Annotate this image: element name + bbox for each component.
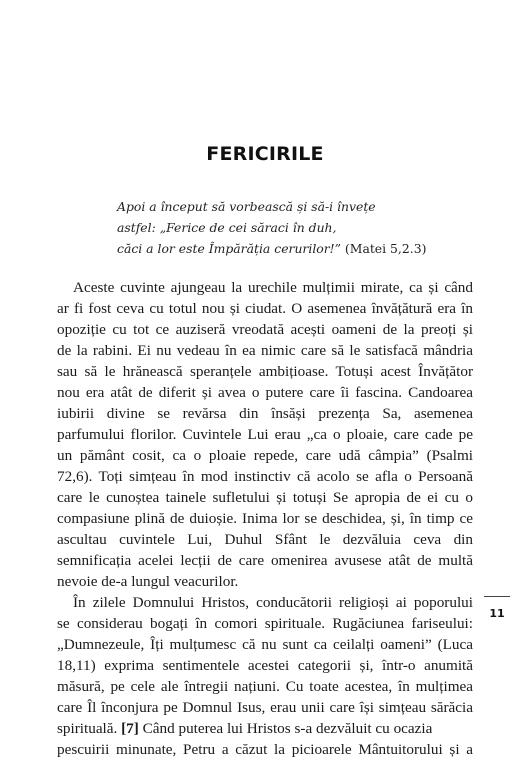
paragraph-line: În zilele Domnului Hristos, conducătorii religioși ai poporului [73,594,473,611]
page-number: 11 [489,607,505,620]
paragraph-line: de la rabini. Ei nu vedeau în ea nimic care să le satisfacă mândria [57,342,473,359]
paragraph-line: compasiune plină de duioșie. Inima lor se deschidea, și, în timp ce [57,510,473,527]
paragraph-line: care le cunoștea tainele sufletului și totuși Se apropia de ei cu o [57,489,473,506]
paragraph-line: sau să le hrănească speranțele ambițioase. Totuși acest Învățător [57,363,473,380]
epigraph [117,196,477,259]
epigraph-line [117,238,477,259]
epigraph-quote-end: căci a lor este Împărăția cerurilor!” [117,241,341,256]
epigraph-line: Apoi a început să vorbească și să-i învețe [117,199,376,214]
paragraph-line: nevoie de-a lungul veacurilor. [57,573,239,590]
paragraph-line: se considerau bogați în comori spirituale. Rugăciunea fariseului: [57,615,473,632]
paragraph-line-end: Când puterea lui Hristos s-a dezvăluit cu ocazia [138,720,433,737]
epigraph-line: astfel: „Ferice de cei săraci în duh, [117,220,337,235]
paragraph-line: opoziție cu tot ce auziseră vreodată acești oameni de la preoți și [57,321,473,338]
page-marker: [7] [121,720,139,737]
paragraph-line: măsură, pe cele ale întregii națiuni. Cu toate acestea, în mulțimea [57,678,473,695]
paragraph-line: 72,6). Toți simțeau în mod instinctiv că acolo se afla o Persoană [57,468,473,485]
paragraph-line: parfumului florilor. Cuvintele Lui erau „ca o ploaie, care cade pe [57,426,473,443]
paragraph-line: care Îl înconjura pe Domnul Isus, erau unii care își simțeau sărăcia [57,699,473,716]
paragraph-line [57,718,473,739]
paragraph-line: ar fi fost ceva cu totul nou și ciudat. O asemenea învățătură era în [57,300,473,317]
paragraph-line-start: spirituală. [57,720,118,737]
paragraph-line: 18,11) exprima sentimentele acestei categorii și, într-o anumită [57,657,473,674]
epigraph-reference: (Matei 5,2.3) [340,241,427,256]
paragraph-line: Aceste cuvinte ajungeau la urechile mulțimii mirate, ca și când [73,279,473,296]
body-text [57,277,473,760]
paragraph-line: iubirii divine se revărsa din însăși prezența Sa, asemenea [57,405,473,422]
paragraph-line: ascultau cuvintele Lui, Duhul Sfânt le dezvăluia ceva din [57,531,473,548]
paragraph-line: un pământ cosit, ca o ploaie repede, care udă câmpia” (Psalmi [57,447,473,464]
page-number-rule [484,596,510,597]
paragraph-line: nou era atât de diferit și avea o putere care îi fascina. Candoarea [57,384,473,401]
chapter-title: FERICIRILE [206,143,324,165]
paragraph-line: semnificația acelei lecții de care omenirea avusese atât de multă [57,552,473,569]
paragraph-line: pescuirii minunate, Petru a căzut la picioarele Mântuitorului și a [57,741,473,758]
paragraph-line: „Dumnezeule, Îți mulțumesc că nu sunt ca ceilalți oameni” (Luca [57,636,473,653]
